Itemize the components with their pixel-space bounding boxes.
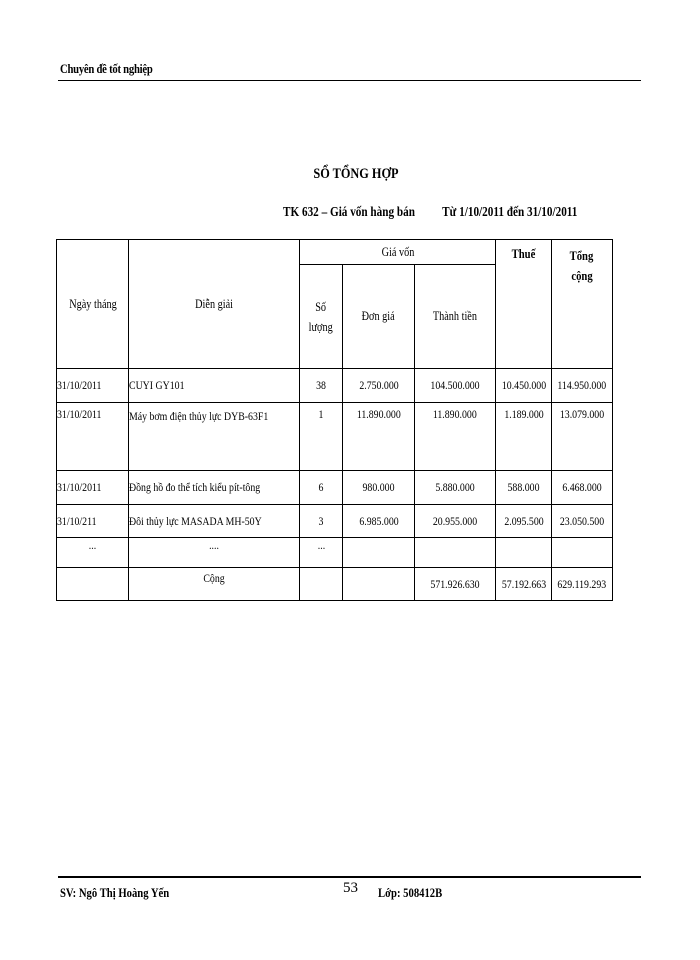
header-rule [58, 80, 641, 81]
document-subtitle [283, 205, 577, 221]
col-unit-price-header: Đơn giá [343, 265, 415, 369]
table-row: 31/10/211 Đôi thủy lực MASADA MH-50Y 3 6.985.000 20.955.000 2.095.500 23.050.500 [57, 505, 613, 538]
table-row: 31/10/2011 Máy bơm điện thủy lực DYB-63F1 1 11.890.000 11.890.000 1.189.000 13.079.000 [57, 403, 613, 471]
col-total-header: Tổng cộng [552, 240, 613, 369]
col-date-header: Ngày tháng [57, 240, 129, 369]
col-desc-header: Diễn giải [129, 240, 300, 369]
document-title: SỔ TỔNG HỢP [313, 166, 399, 182]
page-header-title: Chuyên đề tốt nghiệp [60, 61, 153, 76]
col-tax-header: Thuế [496, 240, 552, 369]
total-amount: 571.926.630 [430, 576, 480, 591]
total-label: Cộng [203, 571, 225, 585]
col-amount-header: Thành tiền [415, 265, 496, 369]
table-row: 31/10/2011 Đồng hồ đo thể tích kiểu pít-tông 6 980.000 5.880.000 588.000 6.468.000 [57, 471, 613, 505]
col-cost-group-header: Giá vốn [300, 240, 496, 265]
footer-rule [58, 876, 641, 878]
page-number: 53 [343, 880, 358, 896]
table-row: ... .... ... [57, 538, 613, 568]
col-qty-header: Số lượng [300, 265, 343, 369]
class-code: Lớp: 508412B [378, 885, 443, 900]
grand-total: 629.119.293 [557, 576, 607, 591]
account-label: TK 632 – Giá vốn hàng bán [283, 205, 415, 220]
table-total-row [57, 568, 613, 601]
summary-ledger-table [56, 239, 613, 601]
student-name: SV: Ngô Thị Hoàng Yến [60, 885, 170, 900]
table-row: 31/10/2011 CUYI GY101 38 2.750.000 104.500.000 10.450.000 114.950.000 [57, 369, 613, 403]
total-tax: 57.192.663 [501, 576, 546, 591]
date-range: Từ 1/10/2011 đến 31/10/2011 [442, 205, 578, 220]
